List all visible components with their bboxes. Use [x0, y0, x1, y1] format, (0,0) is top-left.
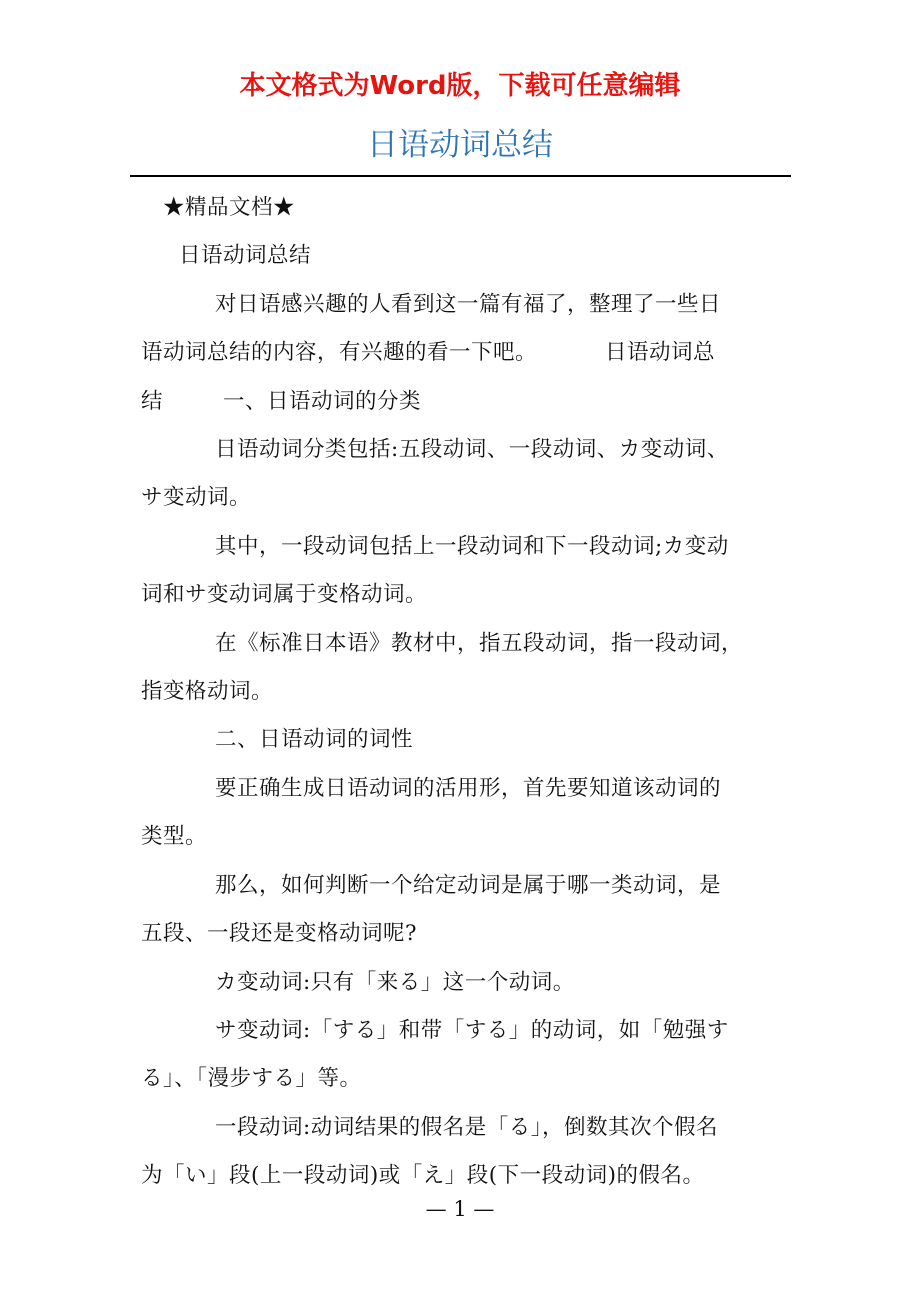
- paragraph-line: 五段、一段还是变格动词呢?: [141, 921, 418, 947]
- quality-badge: ★精品文档★: [163, 195, 296, 220]
- text-span: 日语动词总: [605, 340, 716, 366]
- document-title: 日语动词总结: [367, 127, 553, 163]
- paragraph-line: 其中，一段动词包括上一段动词和下一段动词;カ变动: [215, 533, 729, 559]
- text-span: 语动词总结的内容，有兴趣的看一下吧。: [141, 340, 538, 366]
- paragraph-line: 词和サ变动词属于变格动词。: [141, 582, 428, 608]
- section-heading-2: 二、日语动词的词性: [215, 727, 414, 753]
- paragraph-line: 在《标准日本语》教材中，指五段动词，指一段动词，: [215, 630, 744, 656]
- paragraph-line: 那么，如何判断一个给定动词是属于哪一类动词，是: [215, 872, 722, 898]
- page-number: — 1 —: [425, 1197, 495, 1221]
- paragraph-line: [141, 329, 789, 377]
- section-heading-1: 一、日语动词的分类: [223, 388, 422, 414]
- document-body: [141, 184, 789, 1201]
- paragraph-line: 一段动词:动词结果的假名是「る」，倒数其次个假名: [215, 1114, 718, 1140]
- paragraph-line: 类型。: [141, 824, 208, 850]
- paragraph-line: 要正确生成日语动词的活用形，首先要知道该动词的: [215, 775, 722, 801]
- format-notice: 本文格式为Word版，下载可任意编辑: [239, 71, 681, 101]
- paragraph-line: カ变动词:只有「来る」这一个动词。: [215, 969, 575, 995]
- header-divider: [130, 175, 791, 177]
- paragraph-line: 指变格动词。: [141, 679, 274, 705]
- paragraph-line: る」、「漫步する」等。: [141, 1066, 362, 1092]
- body-subtitle: 日语动词总结: [179, 243, 312, 269]
- text-span: 结: [141, 388, 164, 414]
- paragraph-line: [141, 378, 789, 426]
- paragraph-line: 对日语感兴趣的人看到这一篇有福了，整理了一些日: [215, 291, 722, 317]
- paragraph-line: 为「い」段(上一段动词)或「え」段(下一段动词)的假名。: [141, 1163, 705, 1189]
- paragraph-line: 日语动词分类包括:五段动词、一段动词、カ变动词、: [215, 437, 729, 463]
- paragraph-line: サ变动词:「する」和带「する」的动词，如「勉强す: [215, 1017, 729, 1043]
- paragraph-line: サ变动词。: [141, 485, 252, 511]
